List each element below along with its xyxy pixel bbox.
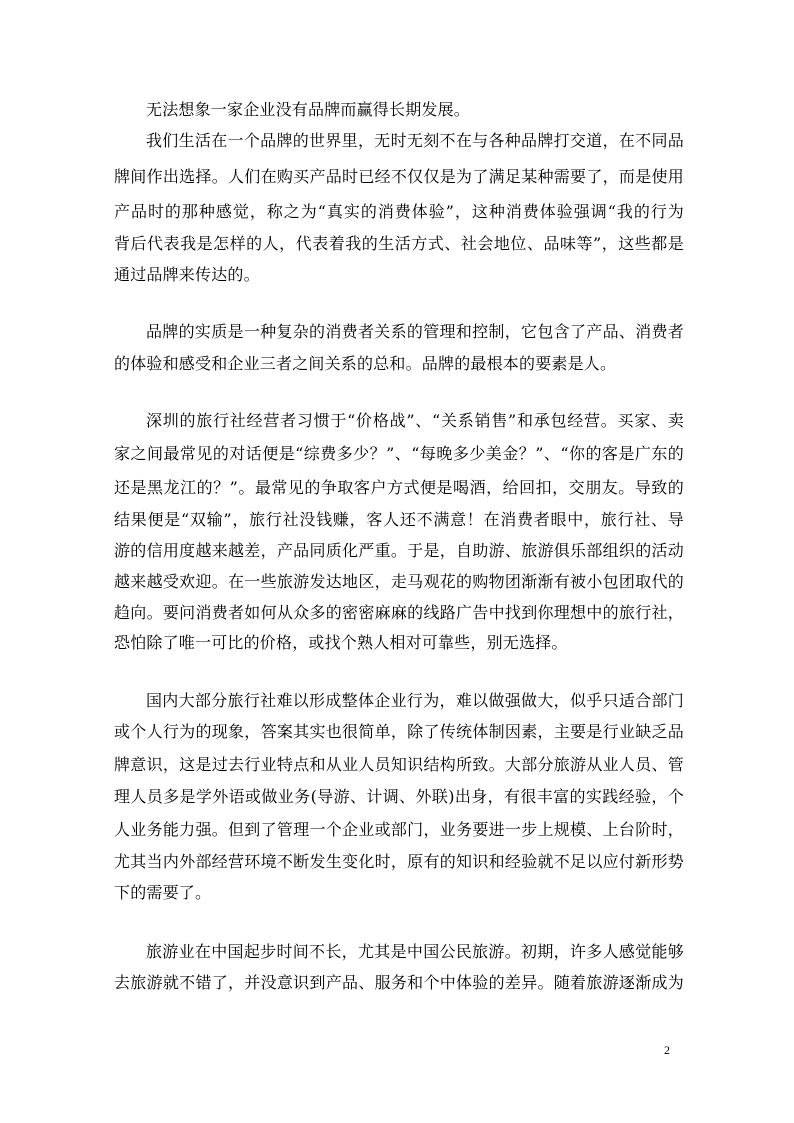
- paragraph-line: 背后代表我是怎样的人，代表着我的生活方式、社会地位、品味等”，这些都是: [114, 234, 684, 253]
- paragraph-line: 下的需要了。: [114, 883, 212, 902]
- paragraph-line: 家之间最常见的对话便是“综费多少？”、“每晚多少美金？”、“你的客是广东的: [114, 444, 684, 463]
- paragraph-line: 牌间作出选择。人们在购买产品时已经不仅仅是为了满足某种需要了，而是使用: [114, 167, 684, 186]
- paragraph-line: 牌意识，这是过去行业特点和从业人员知识结构所致。大部分旅游从业人员、管: [114, 755, 684, 774]
- paragraph-line: 深圳的旅行社经营者习惯于“价格战”、“关系销售”和承包经营。买家、卖: [146, 411, 684, 430]
- paragraph-line: 国内大部分旅行社难以形成整体企业行为，难以做强做大，似乎只适合部门: [146, 691, 684, 710]
- page-number: 2: [664, 1043, 670, 1057]
- paragraph-line: 产品时的那种感觉，称之为“真实的消费体验”，这种消费体验强调“我的行为: [114, 202, 684, 221]
- paragraph-line: 旅游业在中国起步时间不长，尤其是中国公民旅游。初期，许多人感觉能够: [146, 942, 684, 961]
- paragraph-line: 结果便是“双输”，旅行社没钱赚，客人还不满意！在消费者眼中，旅行社、导: [114, 510, 684, 529]
- paragraph-line: 人业务能力强。但到了管理一个企业或部门，业务要进一步上规模、上台阶时，: [114, 820, 684, 839]
- paragraph-line: 我们生活在一个品牌的世界里，无时无刻不在与各种品牌打交道，在不同品: [146, 131, 684, 150]
- paragraph-line: 品牌的实质是一种复杂的消费者关系的管理和控制，它包含了产品、消费者: [146, 322, 684, 341]
- paragraph-line: 越来越受欢迎。在一些旅游发达地区，走马观花的购物团渐渐有被小包团取代的: [114, 572, 684, 591]
- paragraph-line: 或个人行为的现象，答案其实也很简单，除了传统体制因素，主要是行业缺乏品: [114, 722, 684, 741]
- paragraph-line: 理人员多是学外语或做业务(导游、计调、外联)出身，有很丰富的实践经验，个: [114, 787, 684, 806]
- paragraph-line: 无法想象一家企业没有品牌而赢得长期发展。: [146, 100, 471, 119]
- paragraph-line: 通过品牌来传达的。: [114, 265, 260, 284]
- paragraph-line: 恐怕除了唯一可比的价格，或找个熟人相对可靠些，别无选择。: [114, 633, 568, 652]
- paragraph-line: 游的信用度越来越差，产品同质化严重。于是，自助游、旅游俱乐部组织的活动: [114, 541, 684, 560]
- paragraph-line: 去旅游就不错了，并没意识到产品、服务和个中体验的差异。随着旅游逐渐成为: [114, 973, 684, 992]
- paragraph-line: 尤其当内外部经营环境不断发生变化时，原有的知识和经验就不足以应付新形势: [114, 852, 684, 871]
- paragraph-line: 的体验和感受和企业三者之间关系的总和。品牌的最根本的要素是人。: [114, 354, 617, 373]
- paragraph-line: 趋向。要问消费者如何从众多的密密麻麻的线路广告中找到你理想中的旅行社，: [114, 603, 684, 622]
- paragraph-line: 还是黑龙江的？”。最常见的争取客户方式便是喝酒，给回扣，交朋友。导致的: [114, 478, 684, 497]
